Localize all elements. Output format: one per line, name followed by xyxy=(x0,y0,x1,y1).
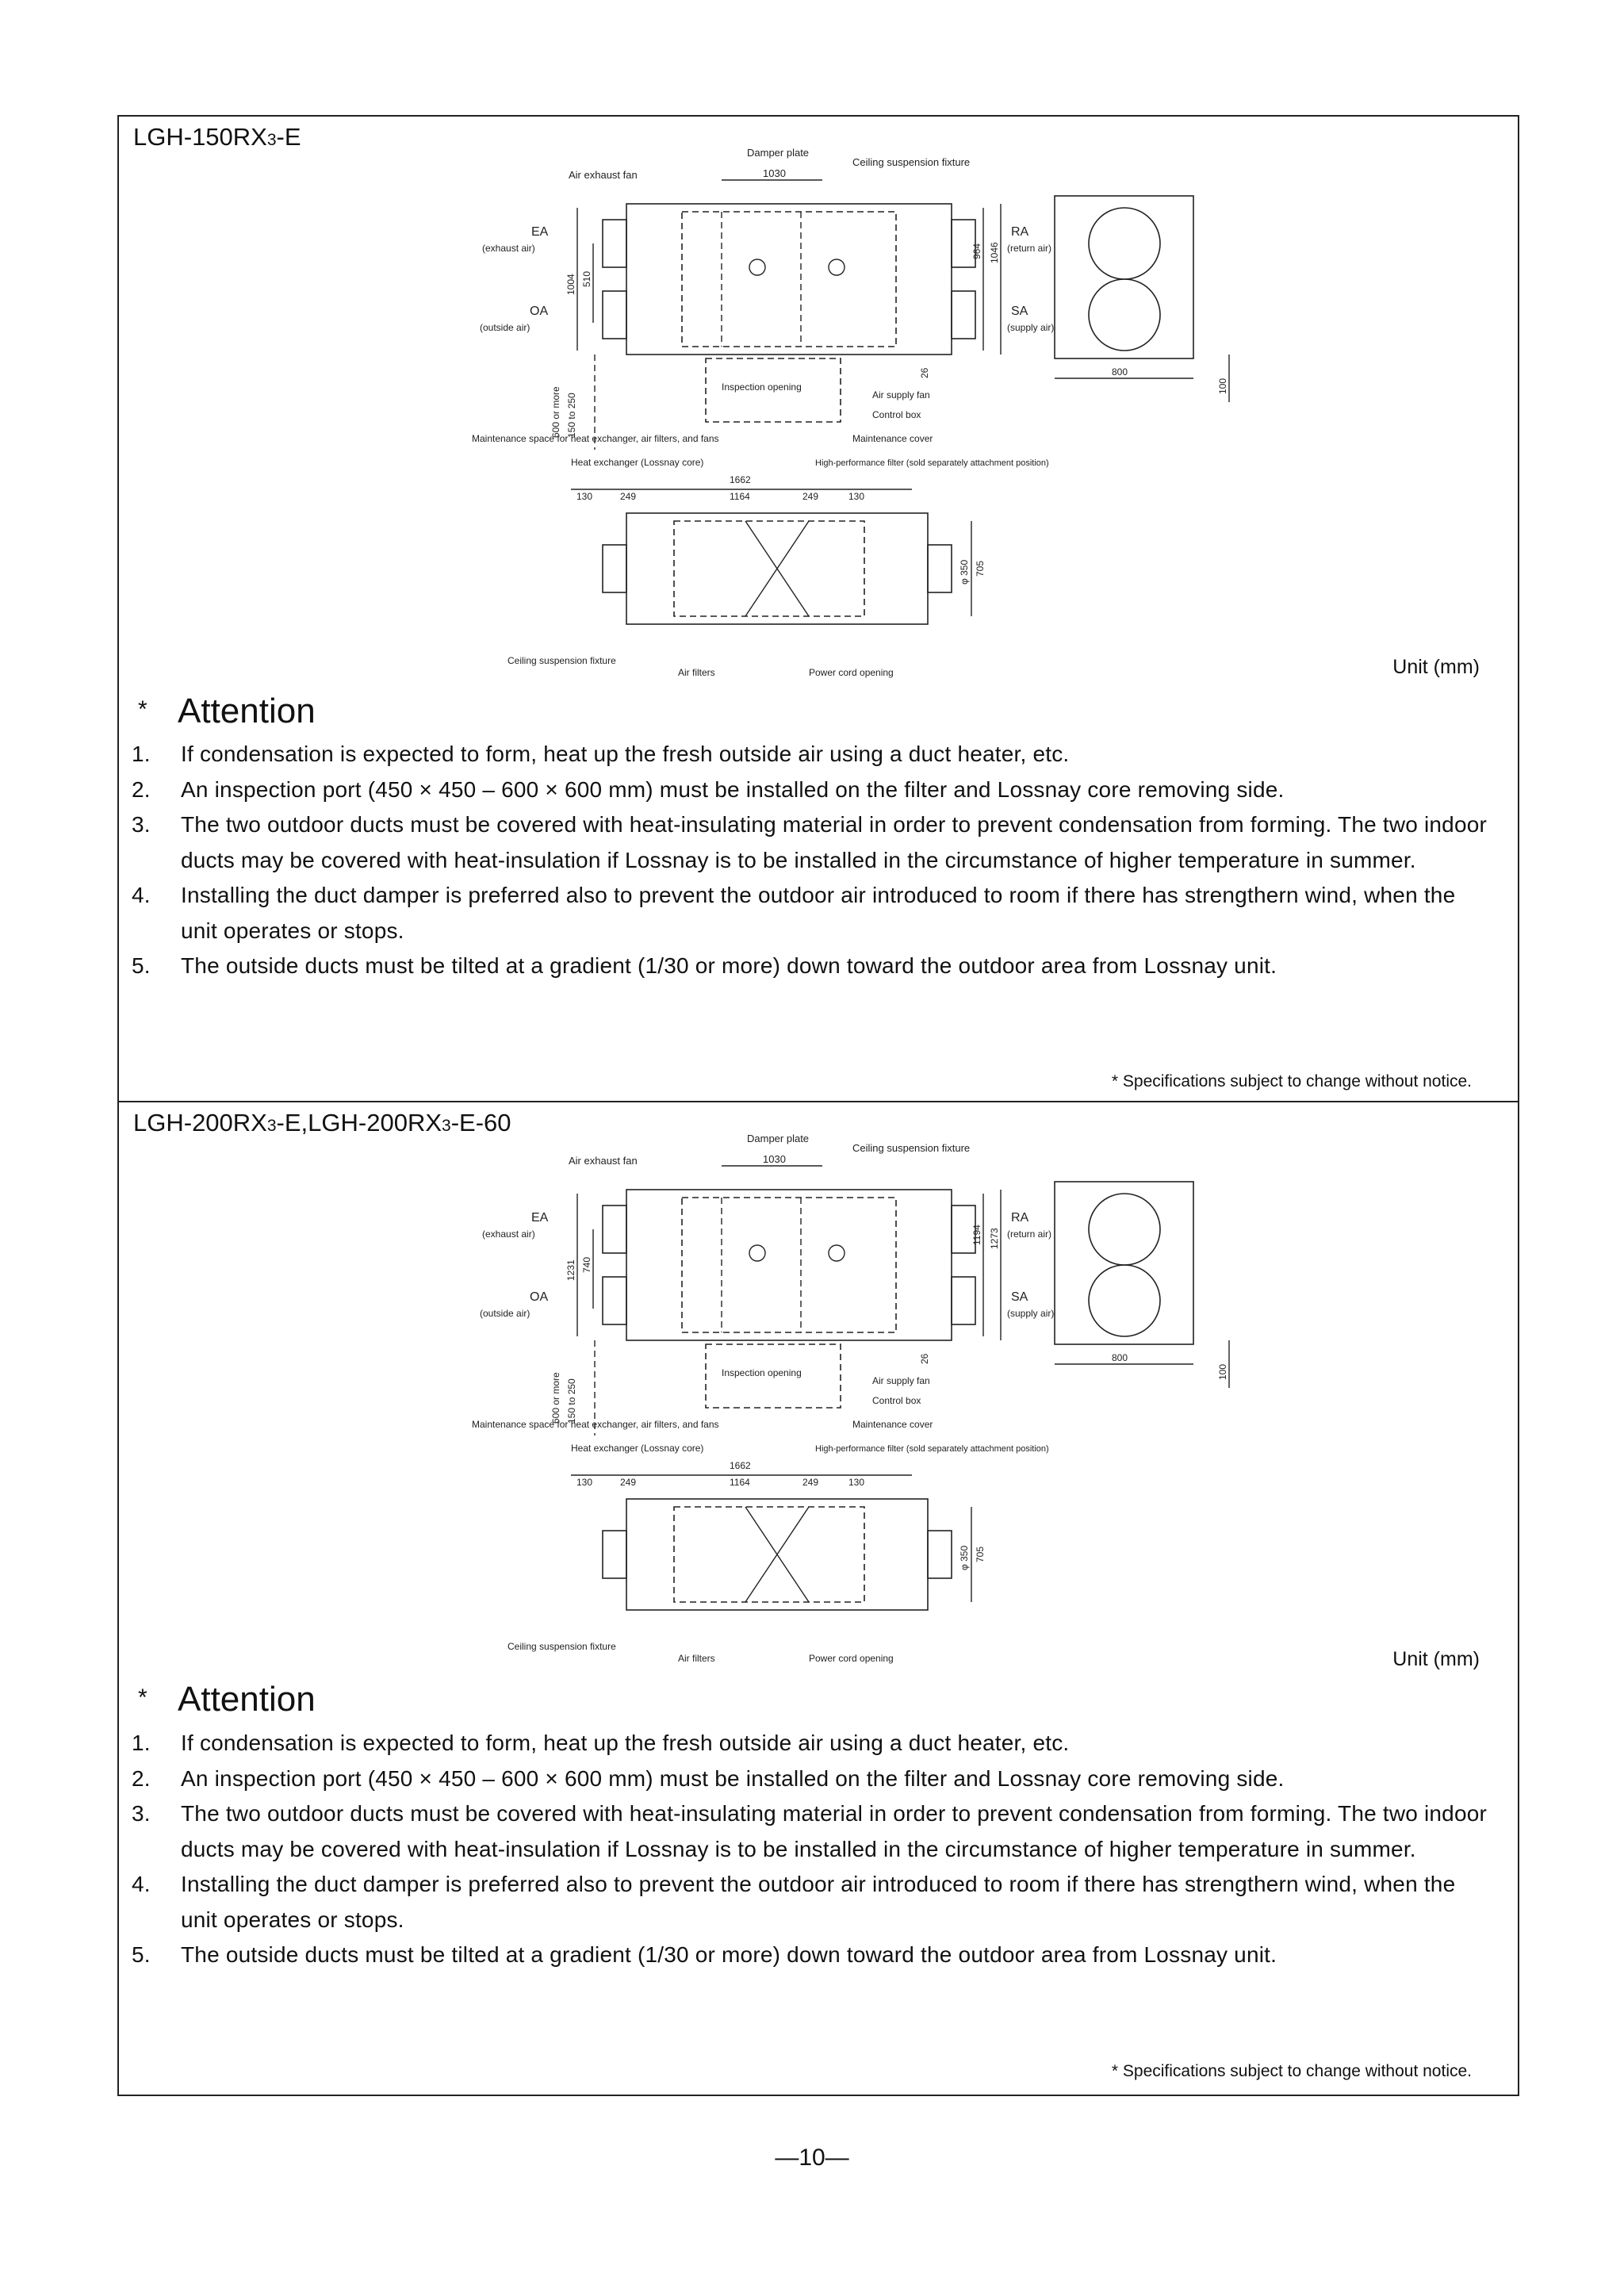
oa-desc: (outside air) xyxy=(480,322,530,333)
footnote: * Specifications subject to change without notice. xyxy=(1111,2062,1472,2080)
front-duct-left xyxy=(603,1531,626,1578)
ra-label: RA xyxy=(1011,1211,1029,1225)
attention-note xyxy=(132,772,1494,808)
note-number: 5. xyxy=(132,953,151,978)
dimension-drawing xyxy=(119,117,1521,703)
dim-length: 1030 xyxy=(763,167,786,179)
note-text: Installing the duct damper is preferred also to prevent the outdoor air introduced to room if there has strengthern wind, when the unit operates or stops. xyxy=(181,1872,1456,1932)
note-text: An inspection port (450 × 450 – 600 × 600 mm) must be installed on the filter and Lossnay core removing side. xyxy=(181,776,1285,802)
note-text: The two outdoor ducts must be covered with heat-insulating material in order to prevent condensation from forming. The two indoor ducts may be covered with heat-insulation if Lossnay is to be installed in the circumstance of higher temperature in summer. xyxy=(181,1801,1488,1861)
unit-side-view xyxy=(1055,1182,1193,1344)
note-text: The outside ducts must be tilted at a gradient (1/30 or more) down toward the outdoor area from Lossnay unit. xyxy=(181,953,1277,978)
dim-249-right: 249 xyxy=(802,491,819,502)
duct-sa xyxy=(952,1277,975,1324)
heat-exchanger-label: Heat exchanger (Lossnay core) xyxy=(571,1443,704,1454)
attention-notes xyxy=(132,1726,1494,1973)
note-text: An inspection port (450 × 450 – 600 × 600 mm) must be installed on the filter and Lossnay core removing side. xyxy=(181,1765,1285,1791)
note-number: 4. xyxy=(132,1872,151,1896)
dim-249-left: 249 xyxy=(620,1477,637,1488)
heat-exchanger-label: Heat exchanger (Lossnay core) xyxy=(571,457,704,468)
dim-1164: 1164 xyxy=(730,491,750,502)
note-text: If condensation is expected to form, heat up the fresh outside air using a duct heater, etc. xyxy=(181,742,1070,766)
dim-side-drop: 100 xyxy=(1217,1363,1228,1380)
side-duct-circle xyxy=(1089,1265,1160,1336)
oa-desc: (outside air) xyxy=(480,1308,530,1319)
air-filters-label: Air filters xyxy=(678,1653,715,1664)
air-supply-fan-label: Air supply fan xyxy=(872,1375,930,1386)
note-number: 3. xyxy=(132,1801,151,1826)
dimension-drawing xyxy=(119,1102,1521,1689)
dim-duct-dia: φ 350 xyxy=(959,559,970,585)
side-duct-circle xyxy=(1089,208,1160,279)
duct-ea xyxy=(603,220,626,267)
unit-inner-frame xyxy=(682,1198,896,1332)
unit-front-inner xyxy=(674,521,864,616)
dim-249-right: 249 xyxy=(802,1477,819,1488)
air-exhaust-fan-label: Air exhaust fan xyxy=(569,169,638,181)
spec-panel-150 xyxy=(117,115,1519,1102)
dim-side-width: 800 xyxy=(1112,1352,1128,1363)
maintenance-cover-label: Maintenance cover xyxy=(852,1419,933,1430)
attention-notes xyxy=(132,737,1494,984)
dim-130-right: 130 xyxy=(848,491,865,502)
fan-symbol xyxy=(829,259,845,275)
dim-130-left: 130 xyxy=(576,491,593,502)
dim-length: 1030 xyxy=(763,1153,786,1165)
page-number: —10— xyxy=(775,2145,849,2171)
maintenance-space-label: Maintenance space for heat exchanger, air filters, and fans xyxy=(472,1419,719,1430)
dim-side-drop: 100 xyxy=(1217,378,1228,394)
front-duct-left xyxy=(603,545,626,592)
unit-top-view xyxy=(626,204,952,355)
unit-inner-frame xyxy=(682,212,896,347)
side-duct-circle xyxy=(1089,1194,1160,1265)
dim-left-inner: 510 xyxy=(581,270,592,287)
note-number: 3. xyxy=(132,812,151,837)
note-text: The outside ducts must be tilted at a gradient (1/30 or more) down toward the outdoor area from Lossnay unit. xyxy=(181,1942,1277,1967)
ceiling-fixture-label-bottom: Ceiling suspension fixture xyxy=(508,1641,616,1652)
air-exhaust-fan-label: Air exhaust fan xyxy=(569,1155,638,1167)
ra-label: RA xyxy=(1011,225,1029,239)
dim-right-inner: 1194 xyxy=(971,1225,982,1245)
duct-oa xyxy=(603,1277,626,1324)
power-cord-opening-label: Power cord opening xyxy=(809,1653,894,1664)
dim-26: 26 xyxy=(919,367,930,378)
sa-label: SA xyxy=(1011,1290,1028,1304)
dim-right-inner: 964 xyxy=(971,243,982,259)
note-text: The two outdoor ducts must be covered with heat-insulating material in order to prevent condensation from forming. The two indoor ducts may be covered with heat-insulation if Lossnay is to be installed in the circumstance of higher temperature in summer. xyxy=(181,812,1488,872)
attention-heading: * Attention xyxy=(138,1680,316,1719)
unit-top-view xyxy=(626,1190,952,1340)
fan-symbol xyxy=(749,1245,765,1261)
spec-panel-200 xyxy=(117,1102,1519,2096)
ea-desc: (exhaust air) xyxy=(482,243,535,254)
attention-note xyxy=(132,1726,1494,1761)
duct-ea xyxy=(603,1205,626,1253)
note-number: 2. xyxy=(132,776,151,802)
ceiling-fixture-label: Ceiling suspension fixture xyxy=(852,1142,971,1154)
attention-note xyxy=(132,1761,1494,1797)
unit-side-view xyxy=(1055,196,1193,358)
attention-note xyxy=(132,949,1494,984)
duct-sa xyxy=(952,291,975,339)
attention-note xyxy=(132,1938,1494,1973)
unit-front-inner xyxy=(674,1507,864,1602)
front-duct-right xyxy=(928,545,952,592)
dim-total: 1662 xyxy=(730,1460,751,1471)
attention-note xyxy=(132,737,1494,772)
ea-desc: (exhaust air) xyxy=(482,1228,535,1240)
model-title: LGH-200RX3-E,LGH-200RX3-E-60 xyxy=(133,1109,511,1137)
air-supply-fan-label: Air supply fan xyxy=(872,389,930,401)
dim-130-right: 130 xyxy=(848,1477,865,1488)
ceiling-fixture-label-bottom: Ceiling suspension fixture xyxy=(508,655,616,666)
attention-note xyxy=(132,1867,1494,1938)
damper-plate-label: Damper plate xyxy=(747,147,810,159)
front-duct-right xyxy=(928,1531,952,1578)
note-number: 1. xyxy=(132,742,151,766)
dim-side-width: 800 xyxy=(1112,366,1128,378)
power-cord-opening-label: Power cord opening xyxy=(809,667,894,678)
note-text: Installing the duct damper is preferred also to prevent the outdoor air introduced to room if there has strengthern wind, when the unit operates or stops. xyxy=(181,883,1456,943)
fan-symbol xyxy=(829,1245,845,1261)
clearance-lower: 150 to 250 xyxy=(566,1378,577,1424)
dim-left-outer: 1231 xyxy=(565,1259,576,1281)
note-number: 5. xyxy=(132,1942,151,1967)
attention-heading: * Attention xyxy=(138,692,316,730)
note-text: If condensation is expected to form, heat up the fresh outside air using a duct heater, etc. xyxy=(181,1731,1070,1755)
dim-705: 705 xyxy=(975,560,986,577)
clearance-upper: 600 or more xyxy=(550,386,561,438)
attention-note xyxy=(132,1796,1494,1867)
note-number: 2. xyxy=(132,1765,151,1791)
sa-desc: (supply air) xyxy=(1007,322,1055,333)
air-filters-label: Air filters xyxy=(678,667,715,678)
dim-1164: 1164 xyxy=(730,1477,750,1488)
dim-left-inner: 740 xyxy=(581,1256,592,1273)
dim-130-left: 130 xyxy=(576,1477,593,1488)
dim-right-outer: 1273 xyxy=(989,1228,1000,1249)
ea-label: EA xyxy=(531,1211,549,1225)
clearance-upper: 600 or more xyxy=(550,1372,561,1424)
duct-oa xyxy=(603,291,626,339)
dim-total: 1662 xyxy=(730,474,751,485)
sa-desc: (supply air) xyxy=(1007,1308,1055,1319)
note-number: 1. xyxy=(132,1731,151,1755)
control-box-label: Control box xyxy=(872,1395,921,1406)
oa-label: OA xyxy=(530,305,549,318)
ea-label: EA xyxy=(531,225,549,239)
hp-filter-label: High-performance filter (sold separately attachment position) xyxy=(815,458,1049,468)
dim-right-outer: 1046 xyxy=(989,242,1000,263)
damper-plate-label: Damper plate xyxy=(747,1133,810,1144)
dim-duct-dia: φ 350 xyxy=(959,1545,970,1570)
dim-26: 26 xyxy=(919,1353,930,1364)
control-box-label: Control box xyxy=(872,409,921,420)
fan-symbol xyxy=(749,259,765,275)
hp-filter-label: High-performance filter (sold separately attachment position) xyxy=(815,1444,1049,1454)
dim-left-outer: 1004 xyxy=(565,274,576,295)
ra-desc: (return air) xyxy=(1007,243,1052,254)
ceiling-fixture-label: Ceiling suspension fixture xyxy=(852,156,971,168)
oa-label: OA xyxy=(530,1290,549,1304)
side-duct-circle xyxy=(1089,279,1160,351)
inspection-opening-label: Inspection opening xyxy=(722,381,802,393)
dim-249-left: 249 xyxy=(620,491,637,502)
unit-label: Unit (mm) xyxy=(1392,1648,1480,1670)
model-title: LGH-150RX3-E xyxy=(133,123,301,151)
maintenance-cover-label: Maintenance cover xyxy=(852,433,933,444)
clearance-lower: 150 to 250 xyxy=(566,393,577,438)
ra-desc: (return air) xyxy=(1007,1228,1052,1240)
attention-note xyxy=(132,807,1494,878)
note-number: 4. xyxy=(132,883,151,907)
maintenance-space-label: Maintenance space for heat exchanger, air filters, and fans xyxy=(472,433,719,444)
attention-note xyxy=(132,878,1494,949)
dim-705: 705 xyxy=(975,1546,986,1562)
inspection-opening-label: Inspection opening xyxy=(722,1367,802,1378)
sa-label: SA xyxy=(1011,305,1028,318)
footnote: * Specifications subject to change without notice. xyxy=(1111,1072,1472,1091)
unit-label: Unit (mm) xyxy=(1392,656,1480,678)
